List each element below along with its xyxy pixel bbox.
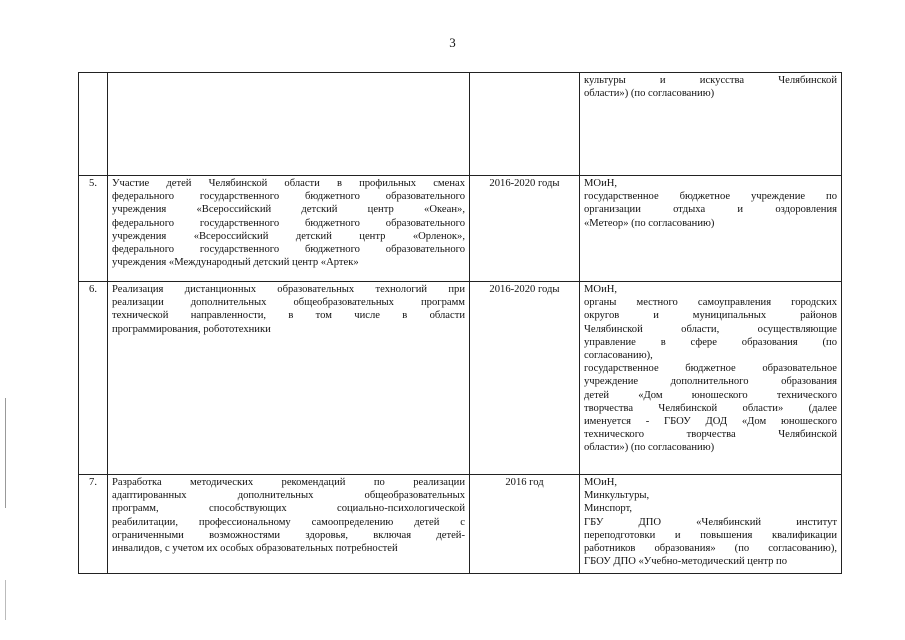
page-number: 3	[449, 35, 456, 50]
scan-edge-mark	[5, 580, 6, 620]
activity-cell-line: Участие детей Челябинской области в профильных сменах	[112, 178, 465, 189]
responsible-cell-line: округов и муниципальных районов	[584, 310, 837, 322]
term-cell	[470, 73, 580, 176]
responsible-cell-line: переподготовки и повышения квалификации	[584, 529, 837, 541]
activity-cell-line: федерального государственного бюджетного образовательного	[112, 244, 465, 256]
row-number: 5.	[79, 176, 108, 282]
responsible-cell-line: ГБУ ДПО «Челябинский институт	[584, 516, 837, 528]
activity-cell-line: учреждения «Всероссийский детский центр «Орленок»,	[112, 230, 465, 242]
responsible-cell-line: органы местного самоуправления городских	[584, 297, 837, 309]
responsible-cell-line: МОиН,	[584, 477, 618, 488]
table-row	[79, 475, 842, 574]
responsible-cell	[580, 282, 842, 475]
table-row	[79, 282, 842, 475]
activity-plan-table	[78, 72, 842, 574]
activity-cell-line: инвалидов, с учетом их особых образовательных потребностей	[112, 543, 398, 555]
responsible-cell-line: Минкультуры,	[584, 490, 650, 502]
responsible-cell-line: культуры и искусства Челябинской	[584, 75, 837, 86]
responsible-cell-line: творчества Челябинской области» (далее	[584, 402, 837, 414]
responsible-cell-line: согласованию),	[584, 350, 653, 362]
activity-cell-line: реализации дополнительных общеобразовательных программ	[112, 297, 465, 309]
responsible-cell	[580, 73, 842, 176]
activity-cell-line: Разработка методических рекомендаций по реализации	[112, 477, 465, 488]
activity-cell-line: программирования, робототехники	[112, 323, 271, 335]
responsible-cell-line: области») (по согласованию)	[584, 442, 715, 454]
responsible-cell-line: Челябинской области, осуществляющие	[584, 323, 837, 335]
responsible-cell-line: «Метеор» (по согласованию)	[584, 217, 715, 229]
responsible-cell-line: ГБОУ ДПО «Учебно-методический центр по	[584, 556, 788, 568]
responsible-cell-line: государственное бюджетное образовательное	[584, 363, 837, 375]
responsible-cell-line: управление в сфере образования (по	[584, 336, 837, 348]
responsible-cell-line: Минспорт,	[584, 503, 633, 515]
responsible-cell-line: МОиН,	[584, 284, 618, 295]
activity-cell-line: учреждения «Всероссийский детский центр «Океан»,	[112, 204, 465, 216]
term-cell: 2016 год	[470, 475, 580, 574]
responsible-cell-line: именуется - ГБОУ ДОД «Дом юношеского	[584, 416, 837, 428]
row-number: 7.	[79, 475, 108, 574]
activity-cell-line: учреждения «Международный детский центр «Артек»	[112, 257, 359, 269]
activity-cell-line: федерального государственного бюджетного образовательного	[112, 191, 465, 203]
responsible-cell-line: государственное бюджетное учреждение по	[584, 191, 837, 203]
responsible-cell-line: детей «Дом юношеского технического	[584, 389, 837, 401]
table-body	[79, 73, 842, 574]
activity-cell	[108, 176, 470, 282]
activity-cell-line: ограниченными возможностями здоровья, включая детей-	[112, 529, 465, 541]
activity-cell-line: федерального государственного бюджетного образовательного	[112, 217, 465, 229]
scan-edge-mark	[5, 398, 6, 508]
responsible-cell-line: организации отдыха и оздоровления	[584, 204, 837, 216]
activity-cell-line: Реализация дистанционных образовательных технологий при	[112, 284, 465, 295]
responsible-cell-line: области») (по согласованию)	[584, 88, 715, 100]
responsible-cell-line: работников образования» (по согласованию),	[584, 543, 837, 555]
activity-cell-line: адаптированных дополнительных общеобразовательных	[112, 490, 465, 502]
row-number	[79, 73, 108, 176]
responsible-cell-line: МОиН,	[584, 178, 618, 189]
table-row	[79, 176, 842, 282]
term-cell: 2016-2020 годы	[470, 282, 580, 475]
responsible-cell	[580, 176, 842, 282]
table-row	[79, 73, 842, 176]
activity-cell	[108, 282, 470, 475]
activity-cell-line: технической направленности, в том числе в области	[112, 310, 465, 322]
responsible-cell-line: технического творчества Челябинской	[584, 429, 837, 441]
row-number: 6.	[79, 282, 108, 475]
activity-cell	[108, 73, 470, 176]
responsible-cell	[580, 475, 842, 574]
term-cell: 2016-2020 годы	[470, 176, 580, 282]
activity-cell-line: реабилитации, профессиональному самоопределению детей с	[112, 516, 465, 528]
activity-cell-line: программ, способствующих социально-психологической	[112, 503, 465, 515]
activity-cell	[108, 475, 470, 574]
responsible-cell-line: учреждение дополнительного образования	[584, 376, 837, 388]
